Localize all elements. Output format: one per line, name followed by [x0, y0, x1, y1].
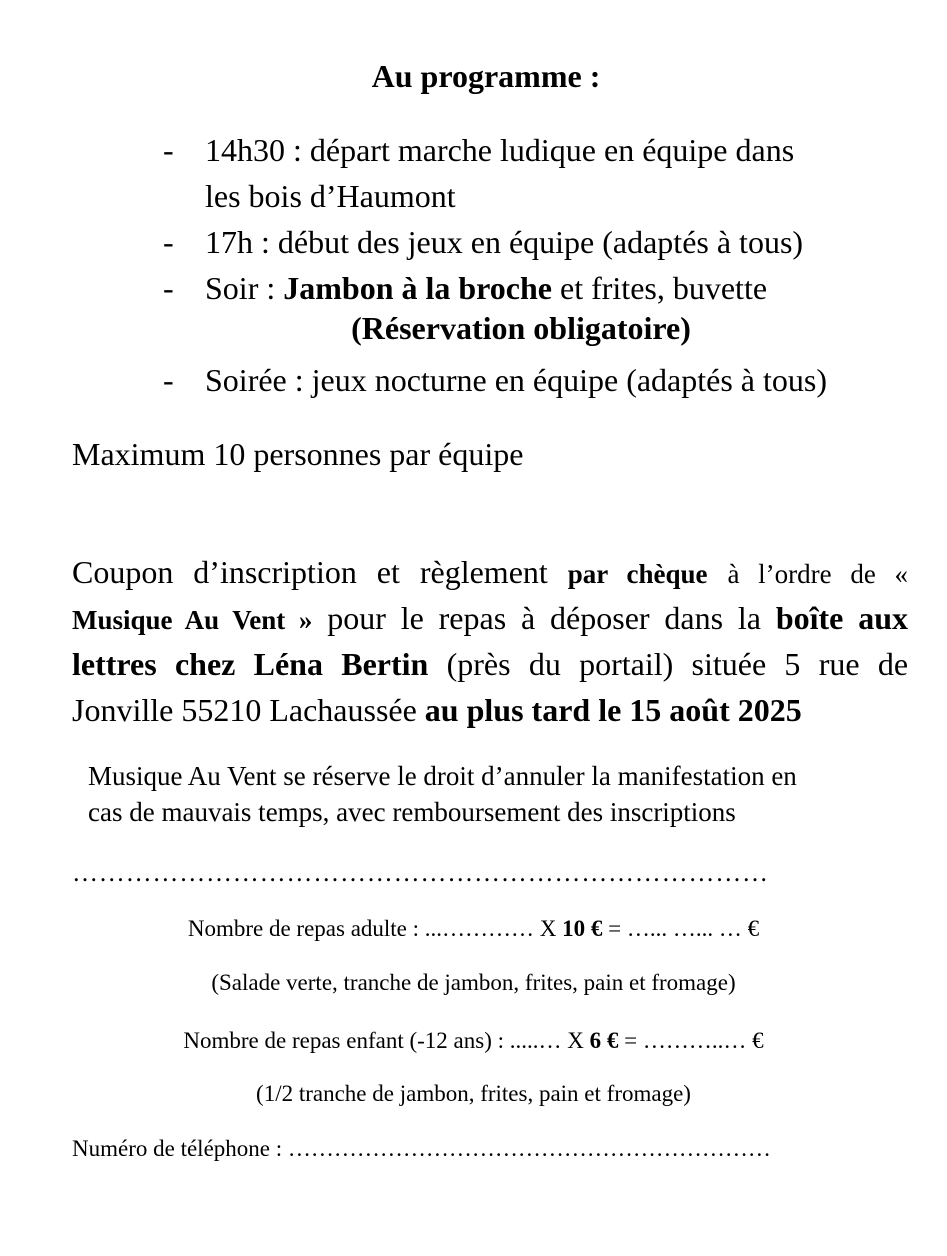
text-part: à l’ordre de «	[727, 559, 909, 589]
coupon-line-2	[72, 595, 908, 643]
text-part: Jonville 55210 Lachaussée	[72, 692, 417, 728]
coupon-line-3	[72, 641, 908, 687]
cancellation-notice-line-2: cas de mauvais temps, avec remboursement des inscriptions	[88, 797, 736, 827]
programme-text: 17h : début des jeux en équipe (adaptés à tous)	[205, 224, 804, 260]
list-dash: -	[163, 270, 174, 306]
phone-number-field: Numéro de téléphone : ………………………………………………………	[72, 1136, 771, 1161]
text-part: (près du portail) située 5 rue de	[446, 646, 909, 682]
emphasis: lettres chez Léna Bertin	[72, 646, 429, 682]
cancellation-notice-line-1: Musique Au Vent se réserve le droit d’annuler la manifestation en	[88, 761, 797, 791]
coupon-line-4	[72, 687, 908, 733]
list-dash: -	[163, 132, 174, 168]
emphasis: boîte aux	[775, 600, 909, 636]
adult-total: = …... …... … €	[608, 916, 760, 941]
text-part: Coupon d’inscription et règlement	[72, 554, 548, 590]
child-meals-label: Nombre de repas enfant (-12 ans) : .....… X	[183, 1028, 584, 1053]
child-price: 6	[589, 1028, 602, 1053]
emphasis: Musique Au Vent »	[72, 605, 313, 635]
list-dash: -	[163, 362, 174, 398]
adult-meals-line	[0, 916, 947, 942]
child-meals-line	[0, 1028, 947, 1054]
child-meal-description: (1/2 tranche de jambon, frites, pain et fromage)	[256, 1081, 691, 1106]
adult-meals-label: Nombre de repas adulte : ...………… X	[187, 916, 557, 941]
text-part: pour le repas à déposer dans la	[327, 600, 761, 636]
emphasis: par chèque	[567, 559, 708, 589]
programme-text: 14h30 : départ marche ludique en équipe dans	[205, 132, 795, 168]
adult-meal-description: (Salade verte, tranche de jambon, frites, pain et fromage)	[211, 970, 736, 995]
deadline: au plus tard le 15 août 2025	[424, 692, 802, 728]
coupon-line-1	[72, 549, 908, 597]
adult-price: 10	[562, 916, 586, 941]
currency: €	[590, 916, 603, 941]
cut-line: ……………………………………………………………………	[72, 858, 769, 887]
child-total: = ………..… €	[624, 1028, 764, 1053]
programme-text: les bois d’Haumont	[205, 178, 456, 214]
page-title: Au programme :	[371, 58, 601, 94]
programme-text	[205, 265, 767, 311]
reservation-note: (Réservation obligatoire)	[351, 310, 691, 346]
list-dash: -	[163, 224, 174, 260]
text-part: Soir :	[205, 270, 284, 306]
currency: €	[606, 1028, 619, 1053]
team-size-note: Maximum 10 personnes par équipe	[72, 436, 524, 472]
programme-text: Soirée : jeux nocturne en équipe (adaptés à tous)	[205, 362, 827, 398]
dish-name: Jambon à la broche	[283, 270, 552, 306]
text-part: et frites, buvette	[552, 270, 768, 306]
